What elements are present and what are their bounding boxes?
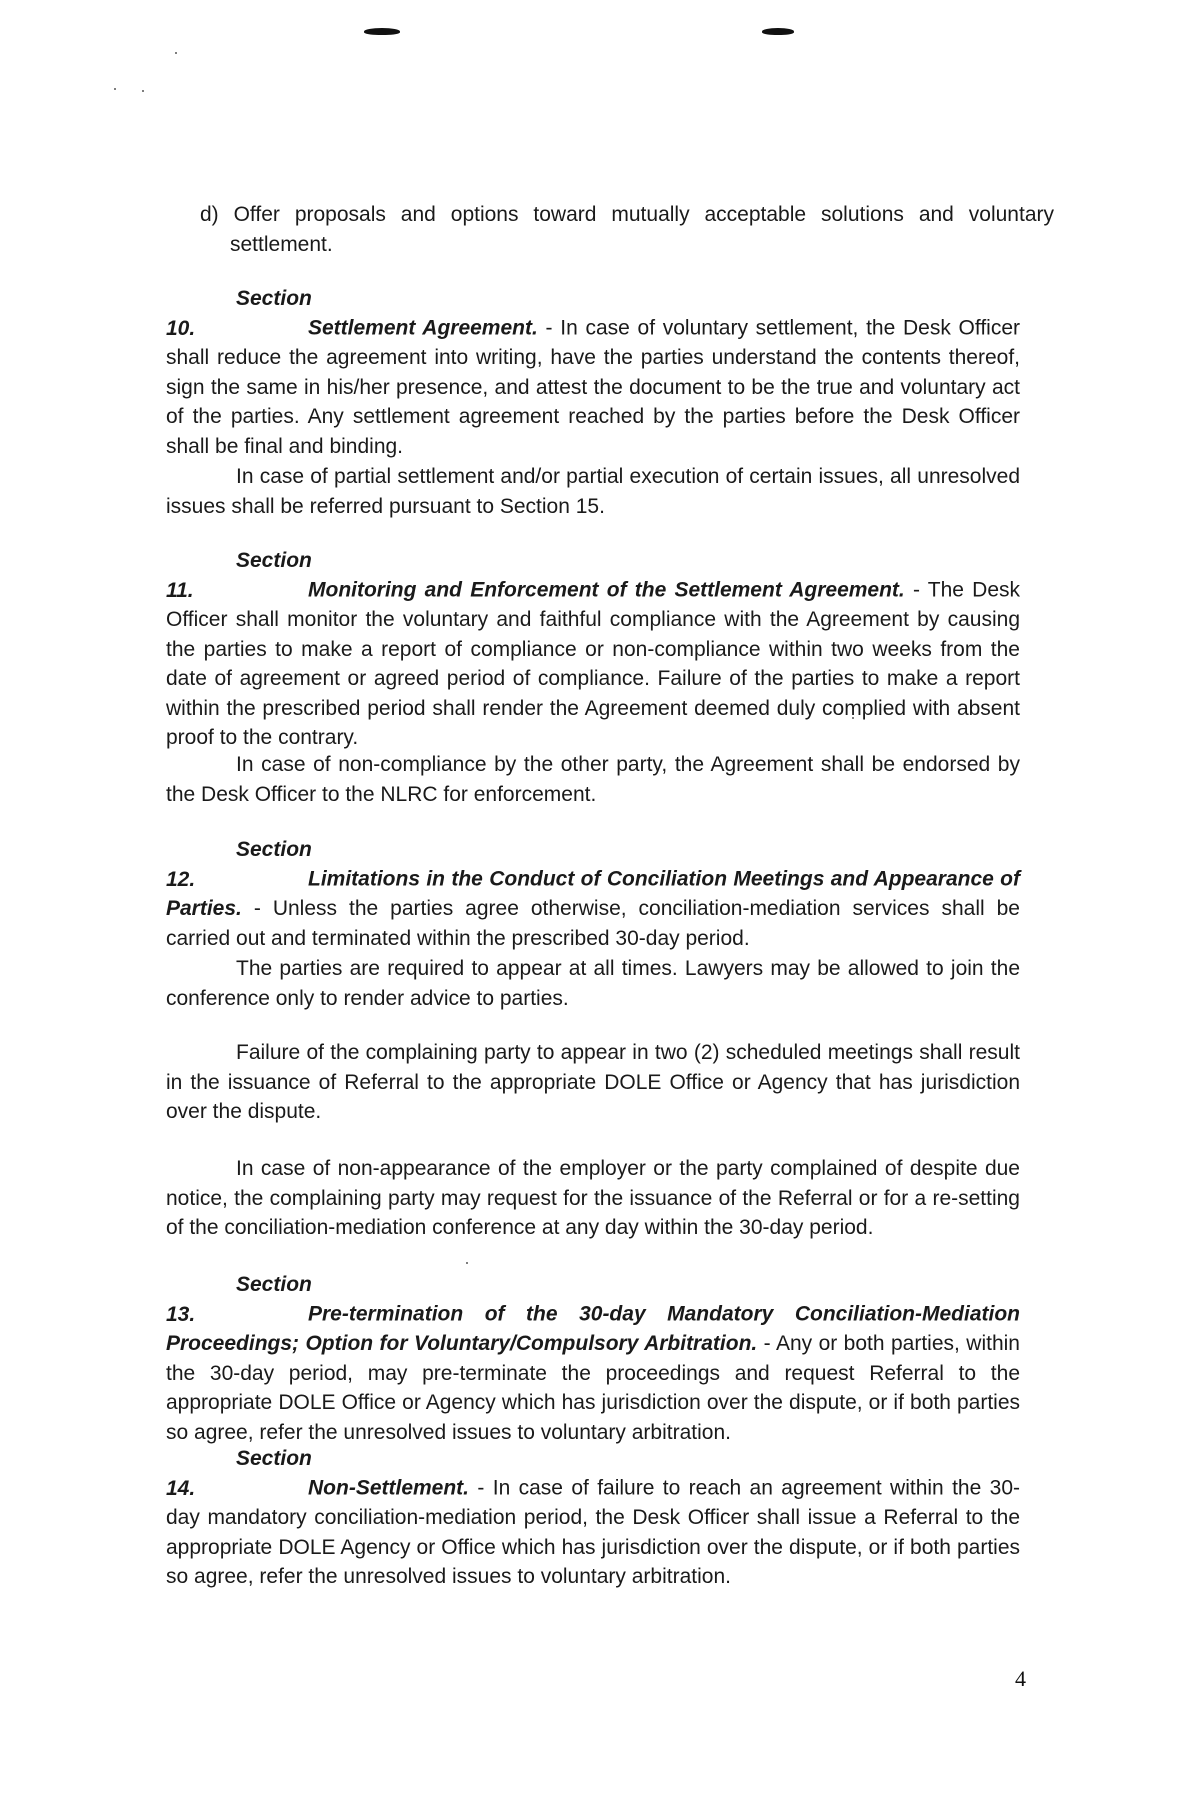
section-11-number: Section 11. <box>166 549 312 602</box>
section-10-paragraph-2-text: In case of partial settlement and/or partial execution of certain issues, all unresolved issues shall be referred pursuant to Section 15. <box>166 465 1020 518</box>
section-13 <box>166 1270 1020 1447</box>
section-12-title: Limitations in the Conduct of Conciliation Meetings and Appearance of Parties. <box>166 867 1020 920</box>
section-10 <box>166 284 1020 461</box>
section-10-paragraph-2 <box>166 462 1020 521</box>
list-item-d-text: d) Offer proposals and options toward mutually acceptable solutions and voluntary settlement. <box>200 203 1054 256</box>
section-14 <box>166 1444 1020 1592</box>
section-11-title: Monitoring and Enforcement of the Settlement Agreement. <box>308 578 905 602</box>
section-13-body: - Any or both parties, within the 30-day period, may pre-terminate the proceedings and request Referral to the appropriate DOLE Office or Agency which has jurisdiction over the dispute, or if both parties so agree, refer the unresolved issues to voluntary arbitration. <box>166 1332 1020 1444</box>
section-12-paragraph-4-text: In case of non-appearance of the employer or the party complained of despite due notice, the complaining party may request for the issuance of the Referral or for a re-setting of the conciliation-mediation conference at any day within the 30-day period. <box>166 1157 1020 1239</box>
section-12-paragraph-4 <box>166 1154 1020 1243</box>
section-12-paragraph-3-text: Failure of the complaining party to appear in two (2) scheduled meetings shall result in the issuance of Referral to the appropriate DOLE Office or Agency that has jurisdiction over the dispute. <box>166 1041 1020 1123</box>
scan-speck <box>466 1262 468 1264</box>
section-14-title: Non-Settlement. <box>308 1476 470 1500</box>
section-13-title: Pre-termination of the 30-day Mandatory Conciliation-Mediation Proceedings; Option for Voluntary/Compulsory Arbitration. <box>166 1302 1020 1355</box>
section-12-paragraph-3 <box>166 1038 1020 1127</box>
section-11-paragraph-2-text: In case of non-compliance by the other party, the Agreement shall be endorsed by the Desk Officer to the NLRC for enforcement. <box>166 753 1020 806</box>
scan-speck <box>175 52 177 54</box>
section-13-number: Section 13. <box>166 1273 312 1326</box>
list-item-d <box>196 200 1054 259</box>
section-12-number: Section 12. <box>166 838 312 891</box>
punch-mark-left <box>364 28 400 35</box>
scan-speck <box>114 88 116 90</box>
section-14-body: - In case of failure to reach an agreement within the 30-day mandatory conciliation-mediation period, the Desk Officer shall issue a Referral to the appropriate DOLE Agency or Office which has jurisdiction over the dispute, or if both parties so agree, refer the unresolved issues to voluntary arbitration. <box>166 1476 1020 1588</box>
section-11-body: - The Desk Officer shall monitor the voluntary and faithful compliance with the Agreement by causing the parties to make a report of compliance or non-compliance within two weeks from the date of agreement or agreed period of compliance. Failure of the parties to make a report within the prescribed period shall render the Agreement deemed duly complied with absent proof to the contrary. <box>166 578 1020 749</box>
section-12-paragraph-2-text: The parties are required to appear at all times. Lawyers may be allowed to join the conference only to render advice to parties. <box>166 957 1020 1010</box>
section-12-paragraph-2 <box>166 954 1020 1013</box>
punch-mark-right <box>762 28 794 35</box>
section-12-body: - Unless the parties agree otherwise, conciliation-mediation services shall be carried out and terminated within the prescribed 30-day period. <box>166 897 1020 950</box>
scan-speck <box>142 90 144 92</box>
section-14-number: Section 14. <box>166 1447 312 1500</box>
section-11 <box>166 546 1020 753</box>
section-10-body: - In case of voluntary settlement, the Desk Officer shall reduce the agreement into writing, have the parties understand the contents thereof, sign the same in his/her presence, and attest the document to be the true and voluntary act of the parties. Any settlement agreement reached by the parties before the Desk Officer shall be final and binding. <box>166 316 1021 458</box>
section-10-title: Settlement Agreement. <box>308 316 538 340</box>
section-12 <box>166 835 1020 953</box>
section-10-number: Section 10. <box>166 287 312 340</box>
page-number: 4 <box>1015 1666 1026 1691</box>
section-11-paragraph-2 <box>166 750 1020 809</box>
